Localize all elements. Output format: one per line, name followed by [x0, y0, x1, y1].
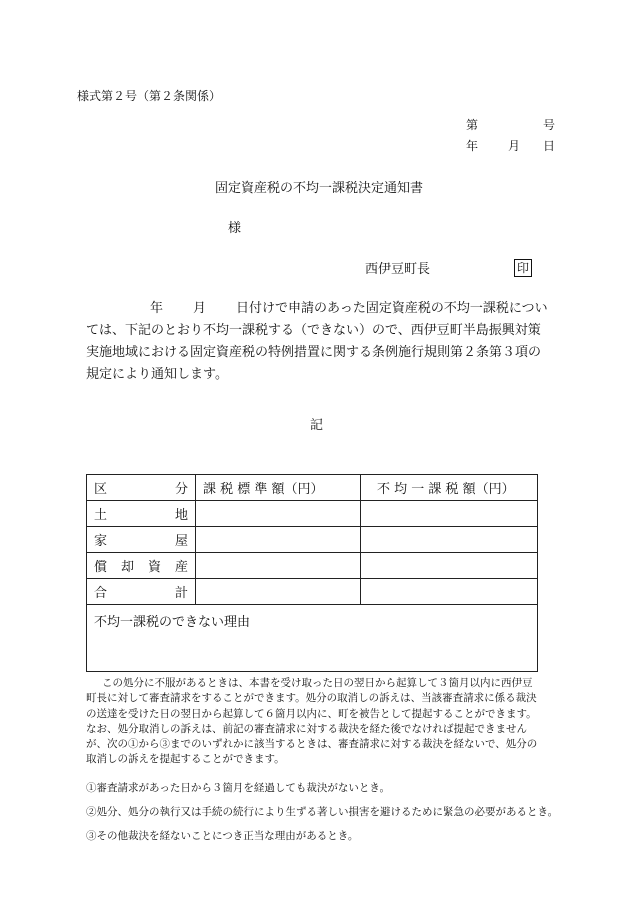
cell-standard-depreciable[interactable] [196, 553, 361, 579]
date-day: 日 [543, 139, 556, 153]
cell-standard-house[interactable] [196, 527, 361, 553]
table-row [87, 527, 538, 553]
condition-item: ①審査請求があった日から３箇月を経過しても裁決がないとき。 [86, 782, 390, 794]
cell-standard-total[interactable] [196, 579, 361, 605]
row-label-land: 土 地 [87, 501, 196, 527]
cell-standard-land[interactable] [196, 501, 361, 527]
condition-item: ③その他裁決を経ないことにつき正当な理由があるとき。 [86, 830, 359, 842]
cell-uneven-total[interactable] [361, 579, 538, 605]
header-standard-amount: 課 税 標 準 額（円） [196, 475, 361, 501]
body-paragraph [86, 298, 550, 386]
header-category: 区 分 [87, 475, 196, 501]
table-row [87, 553, 538, 579]
seal-mark: 印 [514, 259, 532, 277]
body-year-mark: 年 [150, 301, 164, 316]
table-row [87, 579, 538, 605]
row-label-depreciable: 償 却 資 産 [87, 553, 196, 579]
row-label-house: 家 屋 [87, 527, 196, 553]
header-uneven-amount: 不 均 一 課 税 額（円） [361, 475, 538, 501]
table-header-row [87, 475, 538, 501]
reason-label: 不均一課税のできない理由 [94, 615, 251, 630]
row-label-total: 合 計 [87, 579, 196, 605]
recipient-suffix: 様 [228, 221, 242, 236]
date-month: 月 [508, 139, 521, 153]
body-text: 日付けで申請のあった固定資産税の不均一課税については、下記のとおり不均一課税する（できない）ので、西伊豆町半島振興対策実施地域における固定資産税の特例措置に関する条例施行規則第２条第３項の規定により通知します。 [86, 301, 548, 382]
date-year: 年 [466, 139, 479, 153]
table-row-reason [87, 605, 538, 672]
ki-heading: 記 [310, 418, 324, 433]
doc-number-suffix: 号 [543, 118, 556, 132]
doc-number-prefix: 第 [466, 118, 479, 132]
cell-uneven-depreciable[interactable] [361, 553, 538, 579]
tax-table [86, 474, 538, 672]
appeal-notice: この処分に不服があるときは、本書を受け取った日の翌日から起算して３箇月以内に西伊豆町長に対して審査請求をすることができます。処分の取消しの訴えは、当該審査請求に係る裁決の送達を受けた日の翌日から起算して６箇月以内に、町を被告として提起することができます。なお、処分取消しの訴えは、前記の審査請求に対する裁決を経た後でなければ提起できませんが、次の①から③までのいずれかに該当するときは、審査請求に対する裁決を経ないで、処分の取消しの訴えを提起することができます。 [86, 677, 538, 766]
condition-item: ②処分、処分の執行又は手続の続行により生ずる著しい損害を避けるために緊急の必要があるとき。 [86, 806, 559, 818]
body-month-mark: 月 [193, 301, 207, 316]
document-title: 固定資産税の不均一課税決定通知書 [215, 181, 424, 196]
cell-uneven-house[interactable] [361, 527, 538, 553]
form-number: 様式第２号（第２条関係） [77, 89, 222, 103]
cell-uneven-land[interactable] [361, 501, 538, 527]
table-row [87, 501, 538, 527]
issuer-name: 西伊豆町長 [365, 262, 431, 277]
reason-cell[interactable] [87, 605, 538, 672]
